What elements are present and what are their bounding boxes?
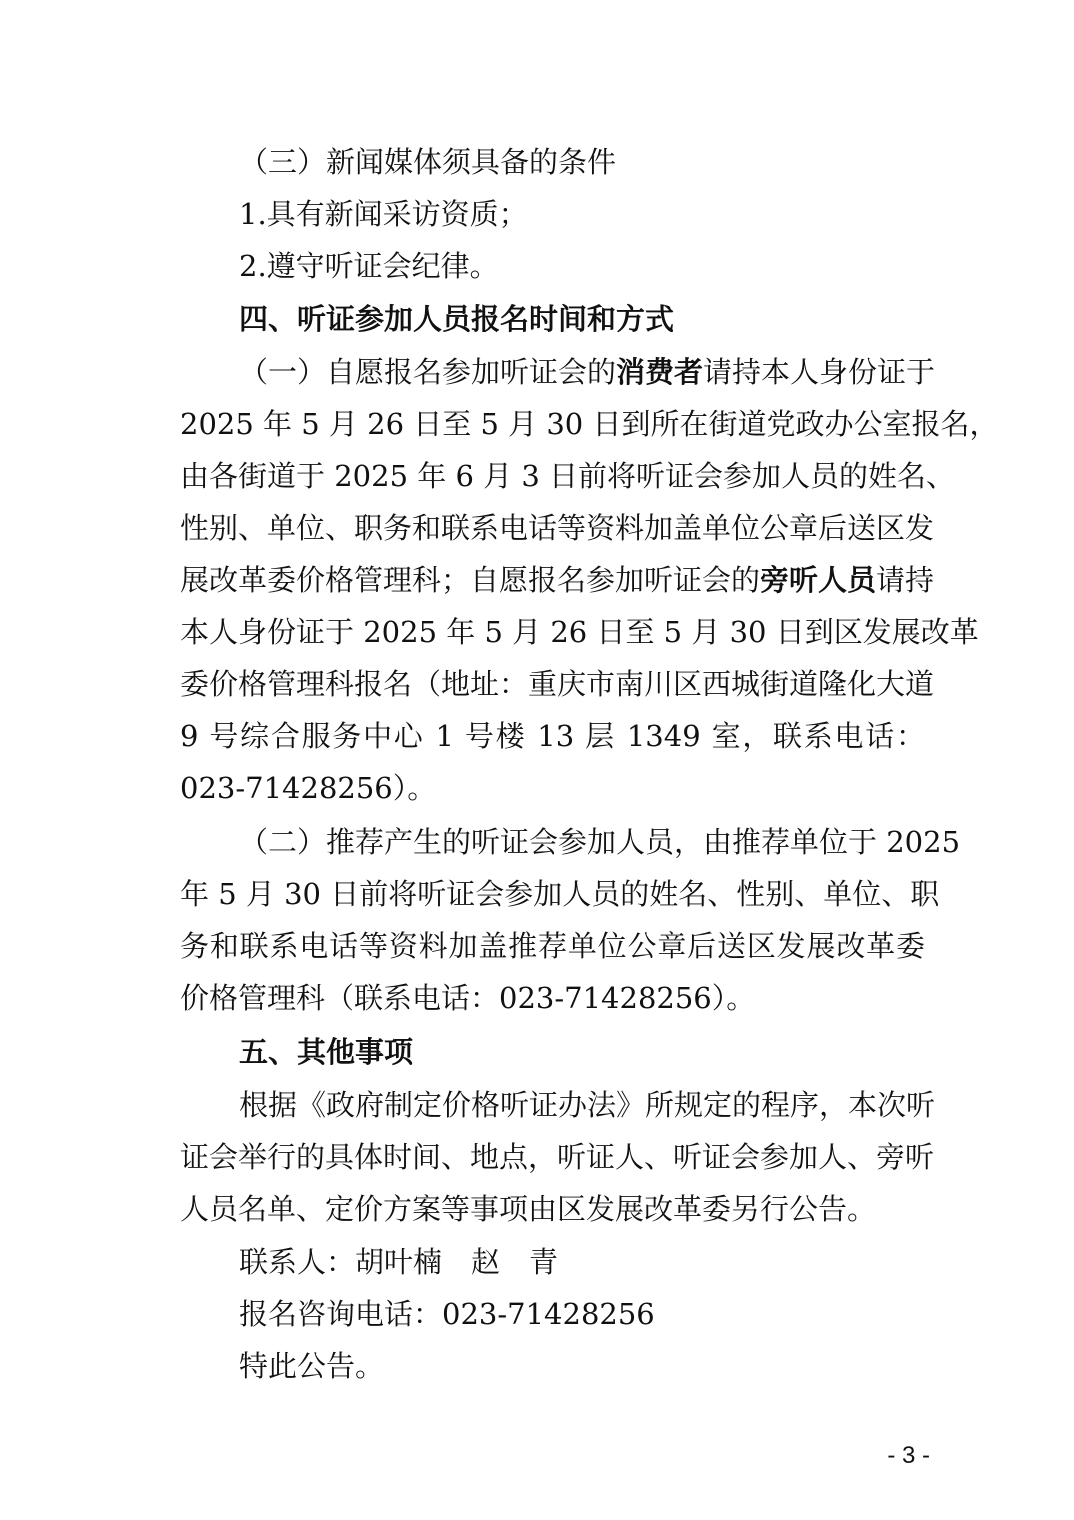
section4-heading: 四、听证参加人员报名时间和方式 — [239, 302, 675, 336]
section4-p2-line-1: （二）推荐产生的听证会参加人员，由推荐单位于 2025 — [239, 825, 961, 859]
section4-p1-line-5: 展改革委价格管理科；自愿报名参加听证会的旁听人员请持 — [180, 563, 935, 597]
section4-p1-line-1: （一）自愿报名参加听证会的消费者请持本人身份证于 — [239, 355, 936, 389]
section5-p1-line-1: 根据《政府制定价格听证办法》所规定的程序，本次听 — [239, 1088, 936, 1122]
section4-p1-line-2: 2025 年 5 月 26 日至 5 月 30 日到所在街道党政办公室报名， — [180, 407, 999, 441]
section4-p2-line-2: 年 5 月 30 日前将听证会参加人员的姓名、性别、单位、职 — [180, 877, 940, 911]
section4-p1-line-6: 本人身份证于 2025 年 5 月 26 日至 5 月 30 日到区发展改革 — [180, 615, 979, 649]
contact-person: 联系人：胡叶楠 赵 青 — [239, 1245, 559, 1279]
highlight-consumer: 消费者 — [616, 355, 704, 389]
section5-p1-line-2: 证会举行的具体时间、地点，听证人、听证会参加人、旁听 — [180, 1140, 935, 1174]
closing-text: 特此公告。 — [239, 1349, 385, 1383]
highlight-observer: 旁听人员 — [760, 563, 877, 597]
section5-p1-line-3: 人员名单、定价方案等事项由区发展改革委另行公告。 — [180, 1192, 877, 1226]
section4-p1-line-9: 023-71428256）。 — [180, 771, 437, 805]
page-number: - 3 - — [887, 1442, 930, 1469]
section5-heading: 五、其他事项 — [239, 1035, 414, 1069]
section4-p2-line-3: 务和联系电话等资料加盖推荐单位公章后送区发展改革委 — [180, 929, 925, 963]
section3-heading: （三）新闻媒体须具备的条件 — [239, 145, 617, 179]
section3-item-2: 2.遵守听证会纪律。 — [239, 249, 499, 283]
section4-p2-line-4: 价格管理科（联系电话：023-71428256）。 — [180, 981, 756, 1015]
section3-item-1: 1.具有新闻采访资质； — [239, 197, 528, 231]
inquiry-phone: 报名咨询电话：023-71428256 — [239, 1297, 655, 1331]
section4-p1-line-8: 9 号综合服务中心 1 号楼 13 层 1349 室，联系电话： — [180, 719, 925, 753]
section4-p1-line-3: 由各街道于 2025 年 6 月 3 日前将听证会参加人员的姓名、 — [180, 459, 956, 493]
section4-p1-line-4: 性别、单位、职务和联系电话等资料加盖单位公章后送区发 — [180, 511, 935, 545]
section4-p1-line-7: 委价格管理科报名（地址：重庆市南川区西城街道隆化大道 — [180, 667, 935, 701]
